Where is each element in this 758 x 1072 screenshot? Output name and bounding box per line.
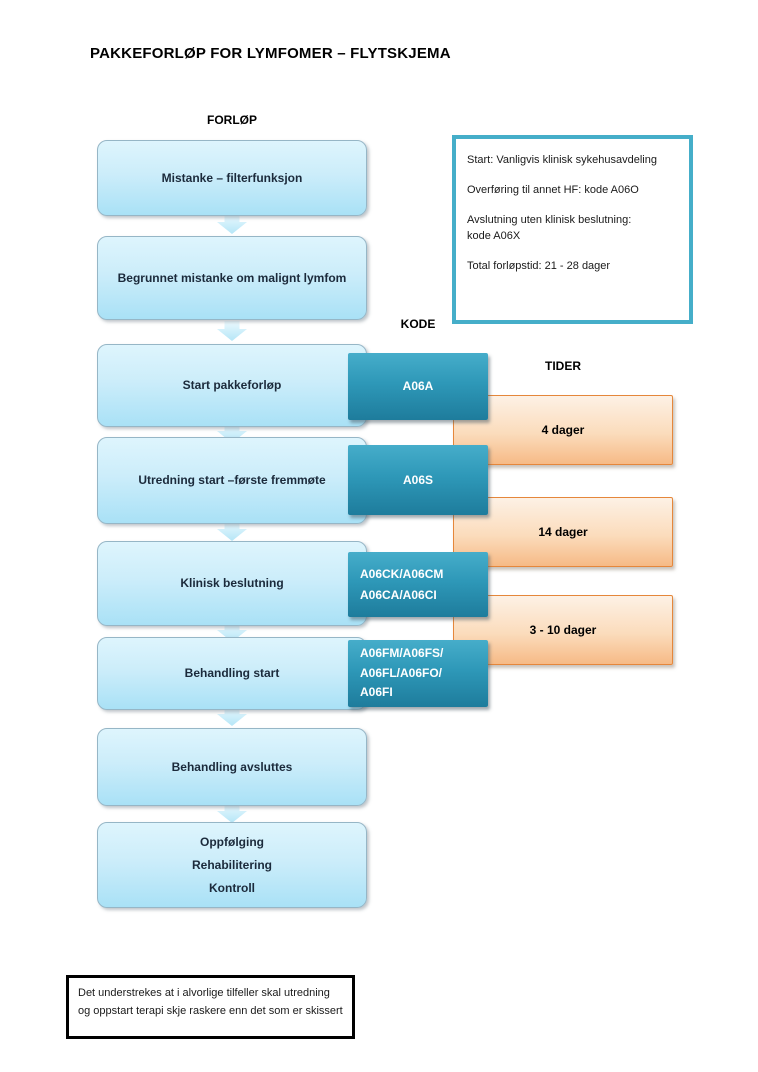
info-line-avslutning-kode: kode A06X <box>467 229 521 242</box>
flow-step-label: Mistanke – filterfunksjon <box>161 170 303 185</box>
flow-step-label: Behandling start <box>184 666 280 680</box>
footnote-box <box>66 975 355 1039</box>
column-label-tider: TIDER <box>545 359 581 373</box>
column-label-forlop: FORLØP <box>207 113 257 127</box>
time-box-label: 4 dager <box>541 423 585 437</box>
down-arrow-icon <box>217 521 247 541</box>
flow-step-behandling-avsluttes <box>97 728 367 806</box>
info-line-avslutning: Avslutning uten klinisk beslutning: <box>467 213 632 226</box>
code-box-a06f <box>348 640 488 707</box>
code-line: A06CA/A06CI <box>360 587 437 602</box>
flow-step-behandling-start <box>97 637 367 710</box>
footnote-text: Det understrekes at i alvorlige tilfeller skal utredning og oppstart terapi skje raskere enn det som er skissert <box>78 987 343 1017</box>
flow-step-label: Behandling avsluttes <box>171 759 293 774</box>
flow-step-klinisk-beslutning <box>97 541 367 626</box>
down-arrow-icon <box>217 214 247 234</box>
flow-step-label: Klinisk beslutning <box>180 576 284 590</box>
time-box-label: 14 dager <box>538 525 588 539</box>
time-box-label: 3 - 10 dager <box>529 623 597 637</box>
code-line: A06FM/A06FS/ <box>360 645 444 660</box>
code-box-a06a <box>348 353 488 420</box>
info-line-total: Total forløpstid: 21 - 28 dager <box>467 259 611 272</box>
code-line: A06S <box>402 472 434 487</box>
flow-step-utredning-start <box>97 437 367 524</box>
flow-step-line: Kontroll <box>209 880 255 895</box>
flow-step-line: Rehabilitering <box>191 857 272 872</box>
down-arrow-icon <box>217 803 247 823</box>
down-arrow-icon <box>217 321 247 341</box>
flow-step-begrunnet-mistanke <box>97 236 367 320</box>
flow-step-mistanke-filterfunksjon <box>97 140 367 216</box>
page-title: PAKKEFORLØP FOR LYMFOMER – FLYTSKJEMA <box>90 45 451 62</box>
info-line-overforing: Overføring til annet HF: kode A06O <box>467 183 639 196</box>
code-box-a06s <box>348 445 488 515</box>
flow-step-start-pakkeforlop <box>97 344 367 427</box>
code-line: A06A <box>402 379 434 394</box>
flow-step-label: Utredning start –første fremmøte <box>138 473 326 487</box>
code-line: A06CK/A06CM <box>360 567 444 582</box>
code-line: A06FI <box>360 685 393 700</box>
info-box <box>452 135 693 324</box>
code-line: A06FL/A06FO/ <box>360 665 443 680</box>
column-label-kode: KODE <box>400 317 436 331</box>
flow-step-label: Start pakkeforløp <box>182 378 282 392</box>
info-line-start: Start: Vanligvis klinisk sykehusavdeling <box>467 154 657 166</box>
flow-step-oppfolging <box>97 822 367 908</box>
flow-step-label: Begrunnet mistanke om malignt lymfom <box>117 270 347 285</box>
code-box-a06c <box>348 552 488 617</box>
flow-step-line: Oppfølging <box>200 834 264 849</box>
